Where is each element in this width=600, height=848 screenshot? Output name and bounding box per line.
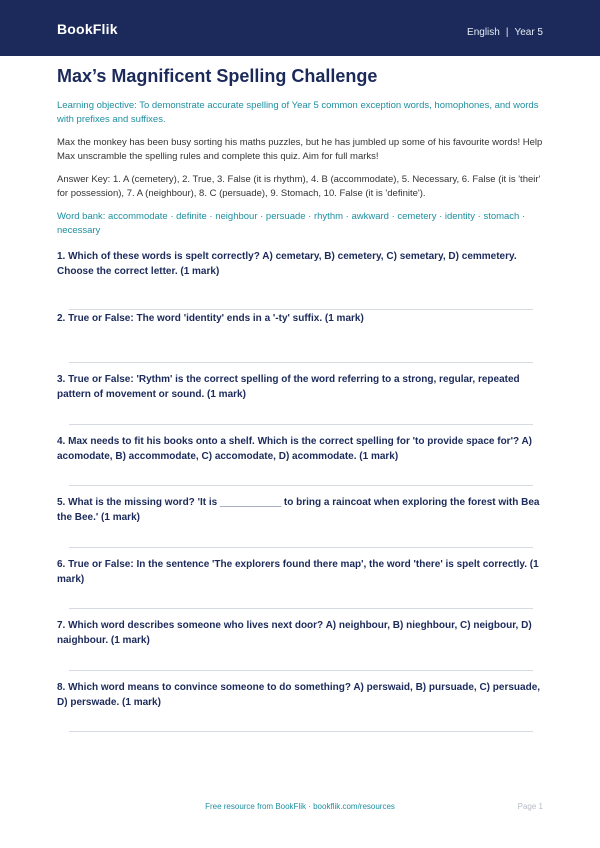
year-label: Year 5: [514, 27, 543, 38]
question-text: 5. What is the missing word? 'It is ___________ to bring a raincoat when exploring the forest with Bea the Bee.' (1 mark): [57, 497, 540, 523]
word-bank: Word bank: accommodate · definite · neighbour · persuade · rhythm · awkward · cemetery · identity · stomach · necessary: [57, 211, 526, 236]
question-text: 7. Which word describes someone who lives next door? A) neighbour, B) nieghbour, C) neigbour, D) naighbour. (1 mark): [57, 620, 532, 646]
answer-line[interactable]: [69, 547, 533, 548]
page-header: [0, 0, 600, 56]
question-5: [57, 494, 545, 556]
question-8: [57, 679, 545, 741]
worksheet-content: [57, 64, 545, 740]
question-text: 4. Max needs to fit his books onto a shelf. Which is the correct spelling for 'to provide space for'? A) acomodate, B) accommodate, C) accomodate, D) acommodate. (1 mark): [57, 435, 533, 462]
question-6: [57, 556, 545, 618]
answer-line[interactable]: [69, 608, 533, 609]
answer-key: Answer Key: 1. A (cemetery), 2. True, 3. False (it is rhythm), 4. B (accommodate), 5. Necessary, 6. False (it is 'their' for possession), 7. A (neighbour), 8. C (persuade), 9. Stomach, 10. False (it is 'definite').: [57, 174, 541, 199]
answer-line[interactable]: [69, 670, 533, 671]
footer-link[interactable]: Free resource from BookFlik · bookflik.com/resources: [205, 802, 395, 811]
question-1: [57, 248, 545, 310]
question-text: 2. True or False: The word 'identity' ends in a '-ty' suffix. (1 mark): [57, 312, 364, 324]
question-text: 3. True or False: 'Rythm' is the correct spelling of the word referring to a strong, regular, repeated pattern of movement or sound. (1 mark): [57, 374, 520, 400]
question-text: 1. Which of these words is spelt correctly? A) cemetary, B) cemetery, C) semetary, D) cemmetery. Choose the correct letter. (1 mark): [57, 251, 517, 277]
subject-label: English: [467, 27, 500, 38]
question-text: 6. True or False: In the sentence 'The explorers found there map', the word 'there' is spelt correctly. (1 mark): [57, 558, 539, 585]
question-4: [57, 433, 545, 495]
page-title: Max’s Magnificent Spelling Challenge: [57, 66, 378, 86]
subject-year-label: [467, 27, 543, 38]
question-list: [57, 248, 545, 740]
question-3: [57, 371, 545, 433]
learning-objective: Learning objective: To demonstrate accurate spelling of Year 5 common exception words, homophones, and words with prefixes and suffixes.: [57, 100, 539, 125]
question-text: 8. Which word means to convince someone to do something? A) perswaid, B) pursuade, C) persuade, D) perswade. (1 mark): [57, 681, 541, 708]
answer-line[interactable]: [69, 485, 533, 486]
answer-line[interactable]: [69, 731, 533, 732]
answer-line[interactable]: [69, 362, 533, 363]
separator: |: [505, 27, 509, 38]
question-7: [57, 617, 545, 679]
intro-text: Max the monkey has been busy sorting his maths puzzles, but he has jumbled up some of his favourite words! Help Max unscramble the spelling rules and complete this quiz. Aim for full marks!: [57, 137, 543, 162]
brand-logo[interactable]: BookFlik: [57, 21, 118, 37]
page-number: Page 1: [517, 802, 543, 811]
question-2: [57, 310, 545, 372]
answer-line[interactable]: [69, 424, 533, 425]
